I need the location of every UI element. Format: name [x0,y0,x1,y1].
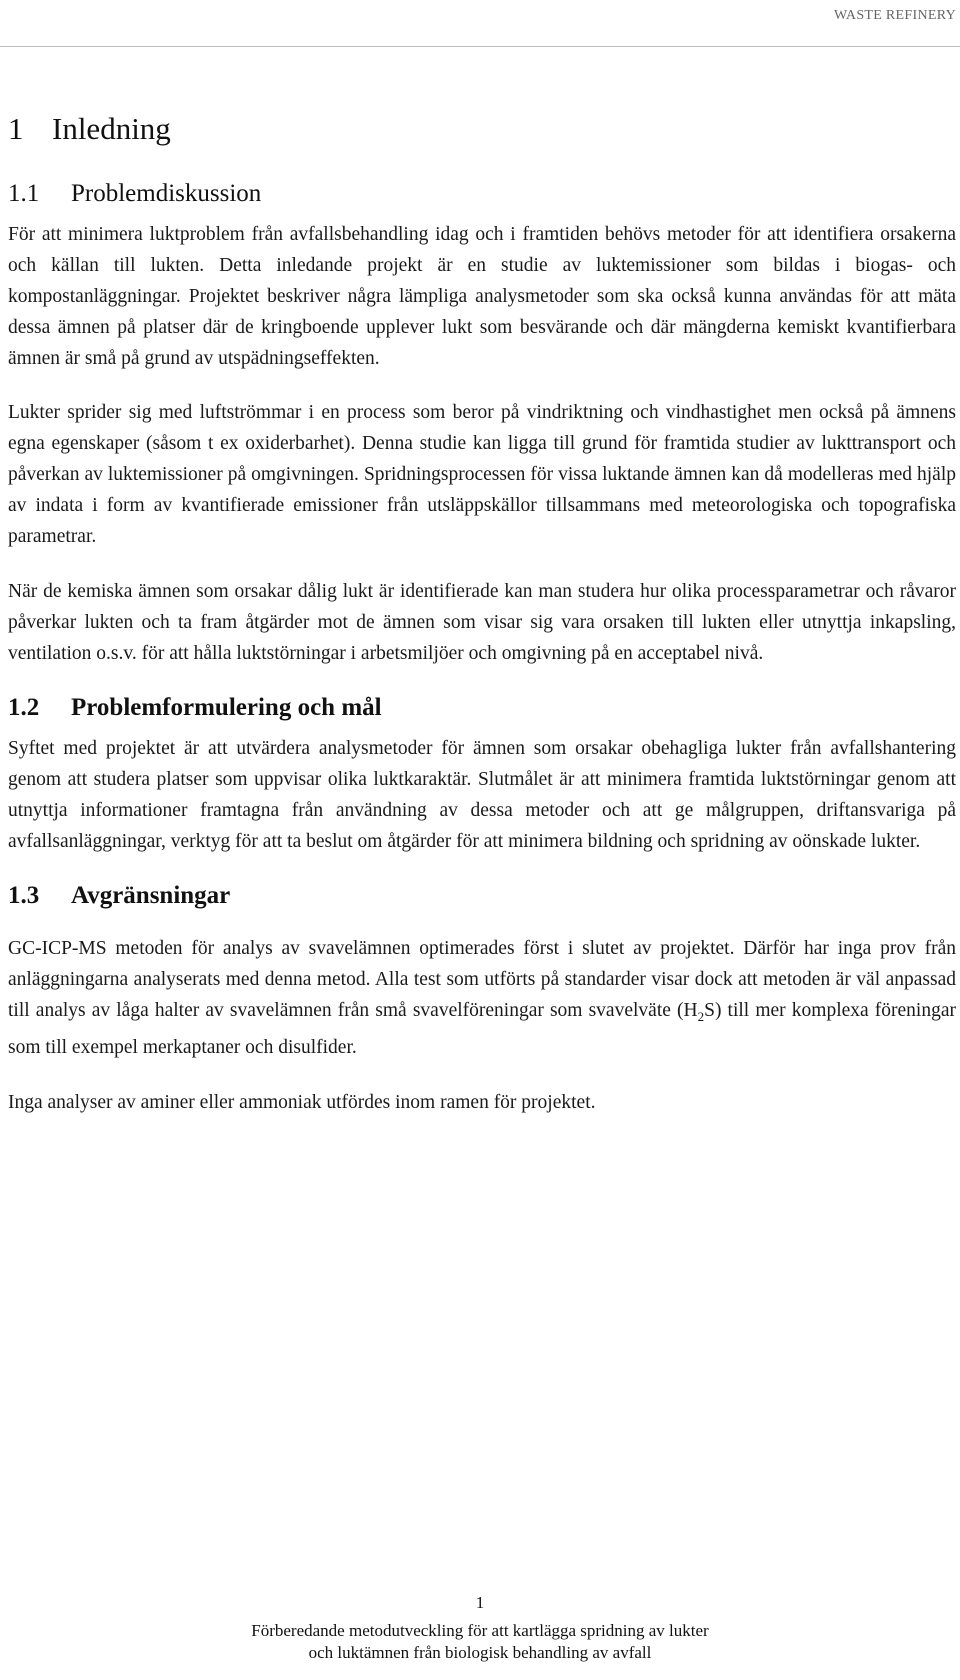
paragraph-text-tail: S) till mer komplexa föreningar som till exempel merkaptaner och disulfider. [8,1000,956,1059]
footer-line-2: och luktämnen från biologisk behandling av avfall [308,1643,652,1662]
header-divider [0,46,960,47]
paragraph-text: GC-ICP-MS metoden för analys av svavelämnen optimerades först i slutet av projektet. Därför har inga prov från anläggningarna analyserats med denna metod. Alla test som utförts på standarder visar dock att metoden är väl anpassad till analys av låga halter av svavelämnen från små svavelföreningar som svavelväte (H [8,938,956,1022]
paragraph: Syftet med projektet är att utvärdera analysmetoder för ämnen som orsakar obehagliga lukter från avfallshantering genom att studera platser som uppvisar olika luktkaraktär. Slutmålet är att minimera framtida luktstörningar genom att utnyttja informationer framtagna från användning av dessa metoder och att ge målgruppen, driftansvariga på avfallsanläggningar, verktyg för att ta beslut om åtgärder för att minimera bildning och spridning av oönskade lukter. [8,738,956,853]
paragraph: Inga analyser av aminer eller ammoniak utfördes inom ramen för projektet. [8,1092,596,1114]
section-heading-1-1 [8,179,956,209]
page-number: 1 [475,1593,485,1612]
paragraph: När de kemiska ämnen som orsakar dålig lukt är identifierade kan man studera hur olika processparametrar och råvaror påverkar lukten och ta fram åtgärder mot de ämnen som visar sig vara orsaken till lukten eller utnyttja inkapsling, ventilation o.s.v. för att hålla luktstörningar i arbetsmiljöer och omgivning på en acceptabel nivå. [8,581,956,665]
section-title: Avgränsningar [71,882,231,910]
section-number: 1.3 [8,882,40,910]
chapter-title: Inledning [52,111,171,146]
running-header: WASTE REFINERY [833,8,956,23]
section-number: 1.1 [8,180,40,208]
section-heading-1-2 [8,693,956,723]
paragraph: För att minimera luktproblem från avfallsbehandling idag och i framtiden behövs metoder för att identifiera orsakerna och källan till lukten. Detta inledande projekt är en studie av luktemissioner som bildas i biogas- och kompostanläggningar. Projektet beskriver några lämpliga analysmetoder som ska också kunna användas för att mäta dessa ämnen på platser där de kringboende upplever lukt som besvärande och där mängderna kemiskt kvantifierbara ämnen är små på grund av utspädningseffekten. [8,224,956,370]
subscript: 2 [697,1009,705,1025]
section-number: 1.2 [8,694,40,722]
page-footer [0,1592,960,1664]
section-heading-1-3 [8,881,956,911]
document-body [8,110,956,1142]
section-title: Problemformulering och mål [71,694,382,722]
chapter-number: 1 [8,111,24,146]
section-title: Problemdiskussion [71,180,262,208]
chapter-heading [8,110,956,147]
paragraph [8,933,956,1063]
footer-line-1: Förberedande metodutveckling för att kartlägga spridning av lukter [251,1621,709,1640]
paragraph: Lukter sprider sig med luftströmmar i en process som beror på vindriktning och vindhastighet men också på ämnens egna egenskaper (såsom t ex oxiderbarhet). Denna studie kan ligga till grund för framtida studier av lukttransport och påverkan av luktemissioner på omgivningen. Spridningsprocessen för vissa luktande ämnen kan då modelleras med hjälp av indata i form av kvantifierade emissioner från utsläppskällor tillsammans med meteorologiska och topografiska parametrar. [8,402,956,548]
